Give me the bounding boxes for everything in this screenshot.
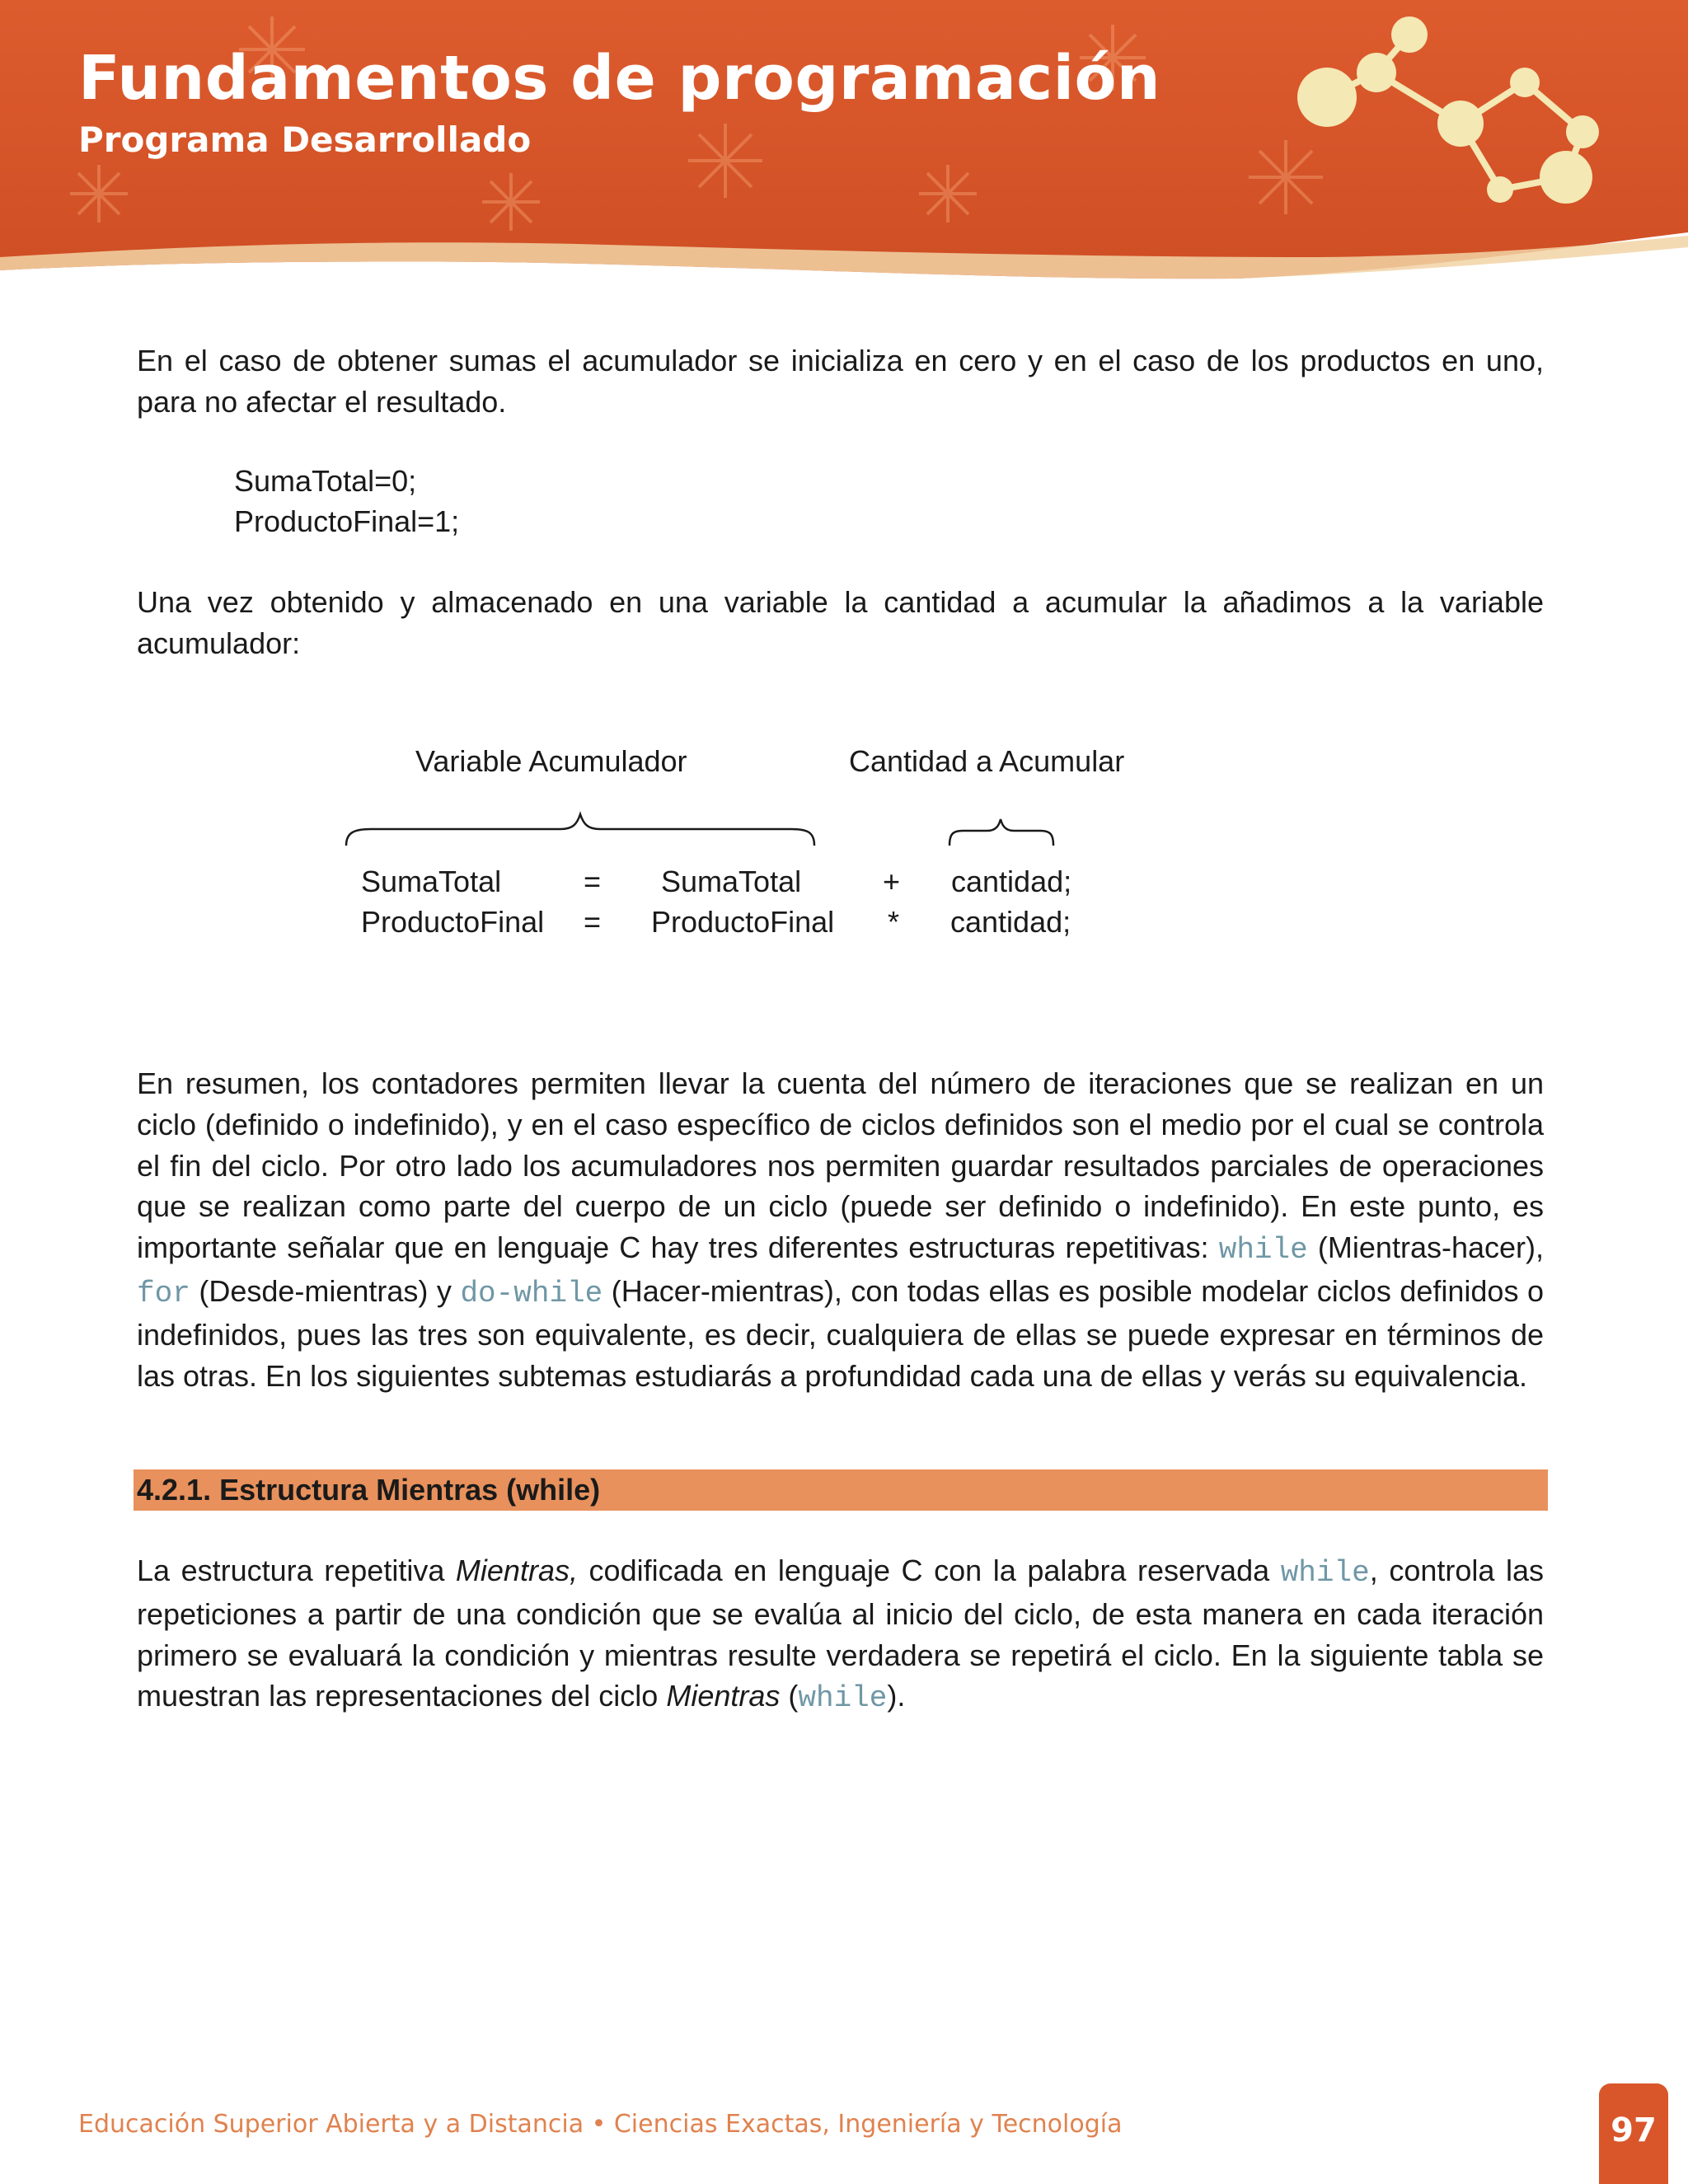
while-text: , controla las repeticiones a partir de una condición que se evalúa al inicio del ciclo, de esta manera en cada iteración primero se evaluará la condición y mientras resulte verdadera se repetirá el ciclo. En la siguiente tabla se muestran las representaciones del ciclo	[137, 1554, 1544, 1713]
keyword-do-while: do-while	[460, 1276, 603, 1310]
diagram-qty: cantidad;	[951, 865, 1072, 898]
page-title: Fundamentos de programación	[78, 43, 1161, 114]
while-text: (	[780, 1679, 799, 1713]
while-text: ).	[887, 1679, 906, 1713]
diagram-equals: =	[584, 865, 602, 898]
diagram-operator: *	[888, 905, 900, 939]
diagram-operator: +	[883, 865, 901, 898]
keyword-while: while	[1218, 1233, 1308, 1268]
brace-left	[346, 814, 814, 846]
diagram-qty: cantidad;	[950, 905, 1071, 939]
keyword-for: for	[137, 1276, 190, 1310]
diagram-braces	[0, 0, 1688, 907]
keyword-while: while	[798, 1681, 888, 1716]
while-text: codificada en lenguaje C con la palabra reservada	[577, 1554, 1281, 1587]
footer-text: Educación Superior Abierta y a Distancia • Ciencias Exactas, Ingeniería y Tecnología	[78, 2110, 1123, 2139]
keyword-while: while	[1280, 1556, 1370, 1590]
summary-text: (Hacer-mientras), con todas ellas es posible modelar ciclos definidos o indefinidos, pues las tres son equivalente, es decir, cualquiera de ellas se puede expresar en términos de las otras. En los siguientes subtemas estudiarás a profundidad cada una de ellas y verás su equivalencia.	[137, 1273, 1544, 1393]
accumulator-paragraph: Una vez obtenido y almacenado en una variable la cantidad a acumular la añadimos a la variable acumulador:	[137, 585, 1544, 660]
while-text: La estructura repetitiva	[137, 1554, 456, 1587]
diagram-var: SumaTotal	[361, 865, 502, 898]
section-heading: 4.2.1. Estructura Mientras (while)	[137, 1473, 601, 1507]
intro-paragraph: En el caso de obtener sumas el acumulador se inicializa en cero y en el caso de los productos en uno, para no afectar el resultado.	[137, 344, 1544, 419]
while-paragraph	[137, 1550, 1544, 1719]
brace-right	[950, 819, 1053, 846]
while-emphasis: Mientras	[666, 1679, 781, 1713]
page-subtitle: Programa Desarrollado	[78, 120, 532, 160]
diagram-var2: SumaTotal	[661, 865, 802, 898]
diagram-equals: =	[584, 905, 602, 939]
code-line: ProductoFinal=1;	[234, 504, 460, 538]
summary-paragraph	[137, 1063, 1544, 1396]
summary-text: En resumen, los contadores permiten llevar la cuenta del número de iteraciones que se realizan en un ciclo (definido o indefinido), y en el caso específico de ciclos definidos son el medio por el cual se controla el fin del ciclo. Por otro lado los acumuladores nos permiten guardar resultados parciales de operaciones que se realizan como parte del cuerpo de un ciclo (puede ser definido o indefinido). En este punto, es importante señalar que en lenguaje C hay tres diferentes estructuras repetitivas:	[137, 1066, 1544, 1265]
page-number: 97	[1611, 2111, 1657, 2149]
summary-text: (Mientras-hacer),	[1307, 1230, 1544, 1265]
diagram-var: ProductoFinal	[361, 905, 545, 939]
summary-text: (Desde-mientras) y	[190, 1273, 461, 1308]
while-emphasis: Mientras,	[455, 1554, 578, 1587]
code-line: SumaTotal=0;	[234, 464, 417, 498]
diagram-label-quantity: Cantidad a Acumular	[849, 744, 1125, 778]
diagram-label-accumulator: Variable Acumulador	[415, 744, 687, 778]
diagram-var2: ProductoFinal	[651, 905, 835, 939]
